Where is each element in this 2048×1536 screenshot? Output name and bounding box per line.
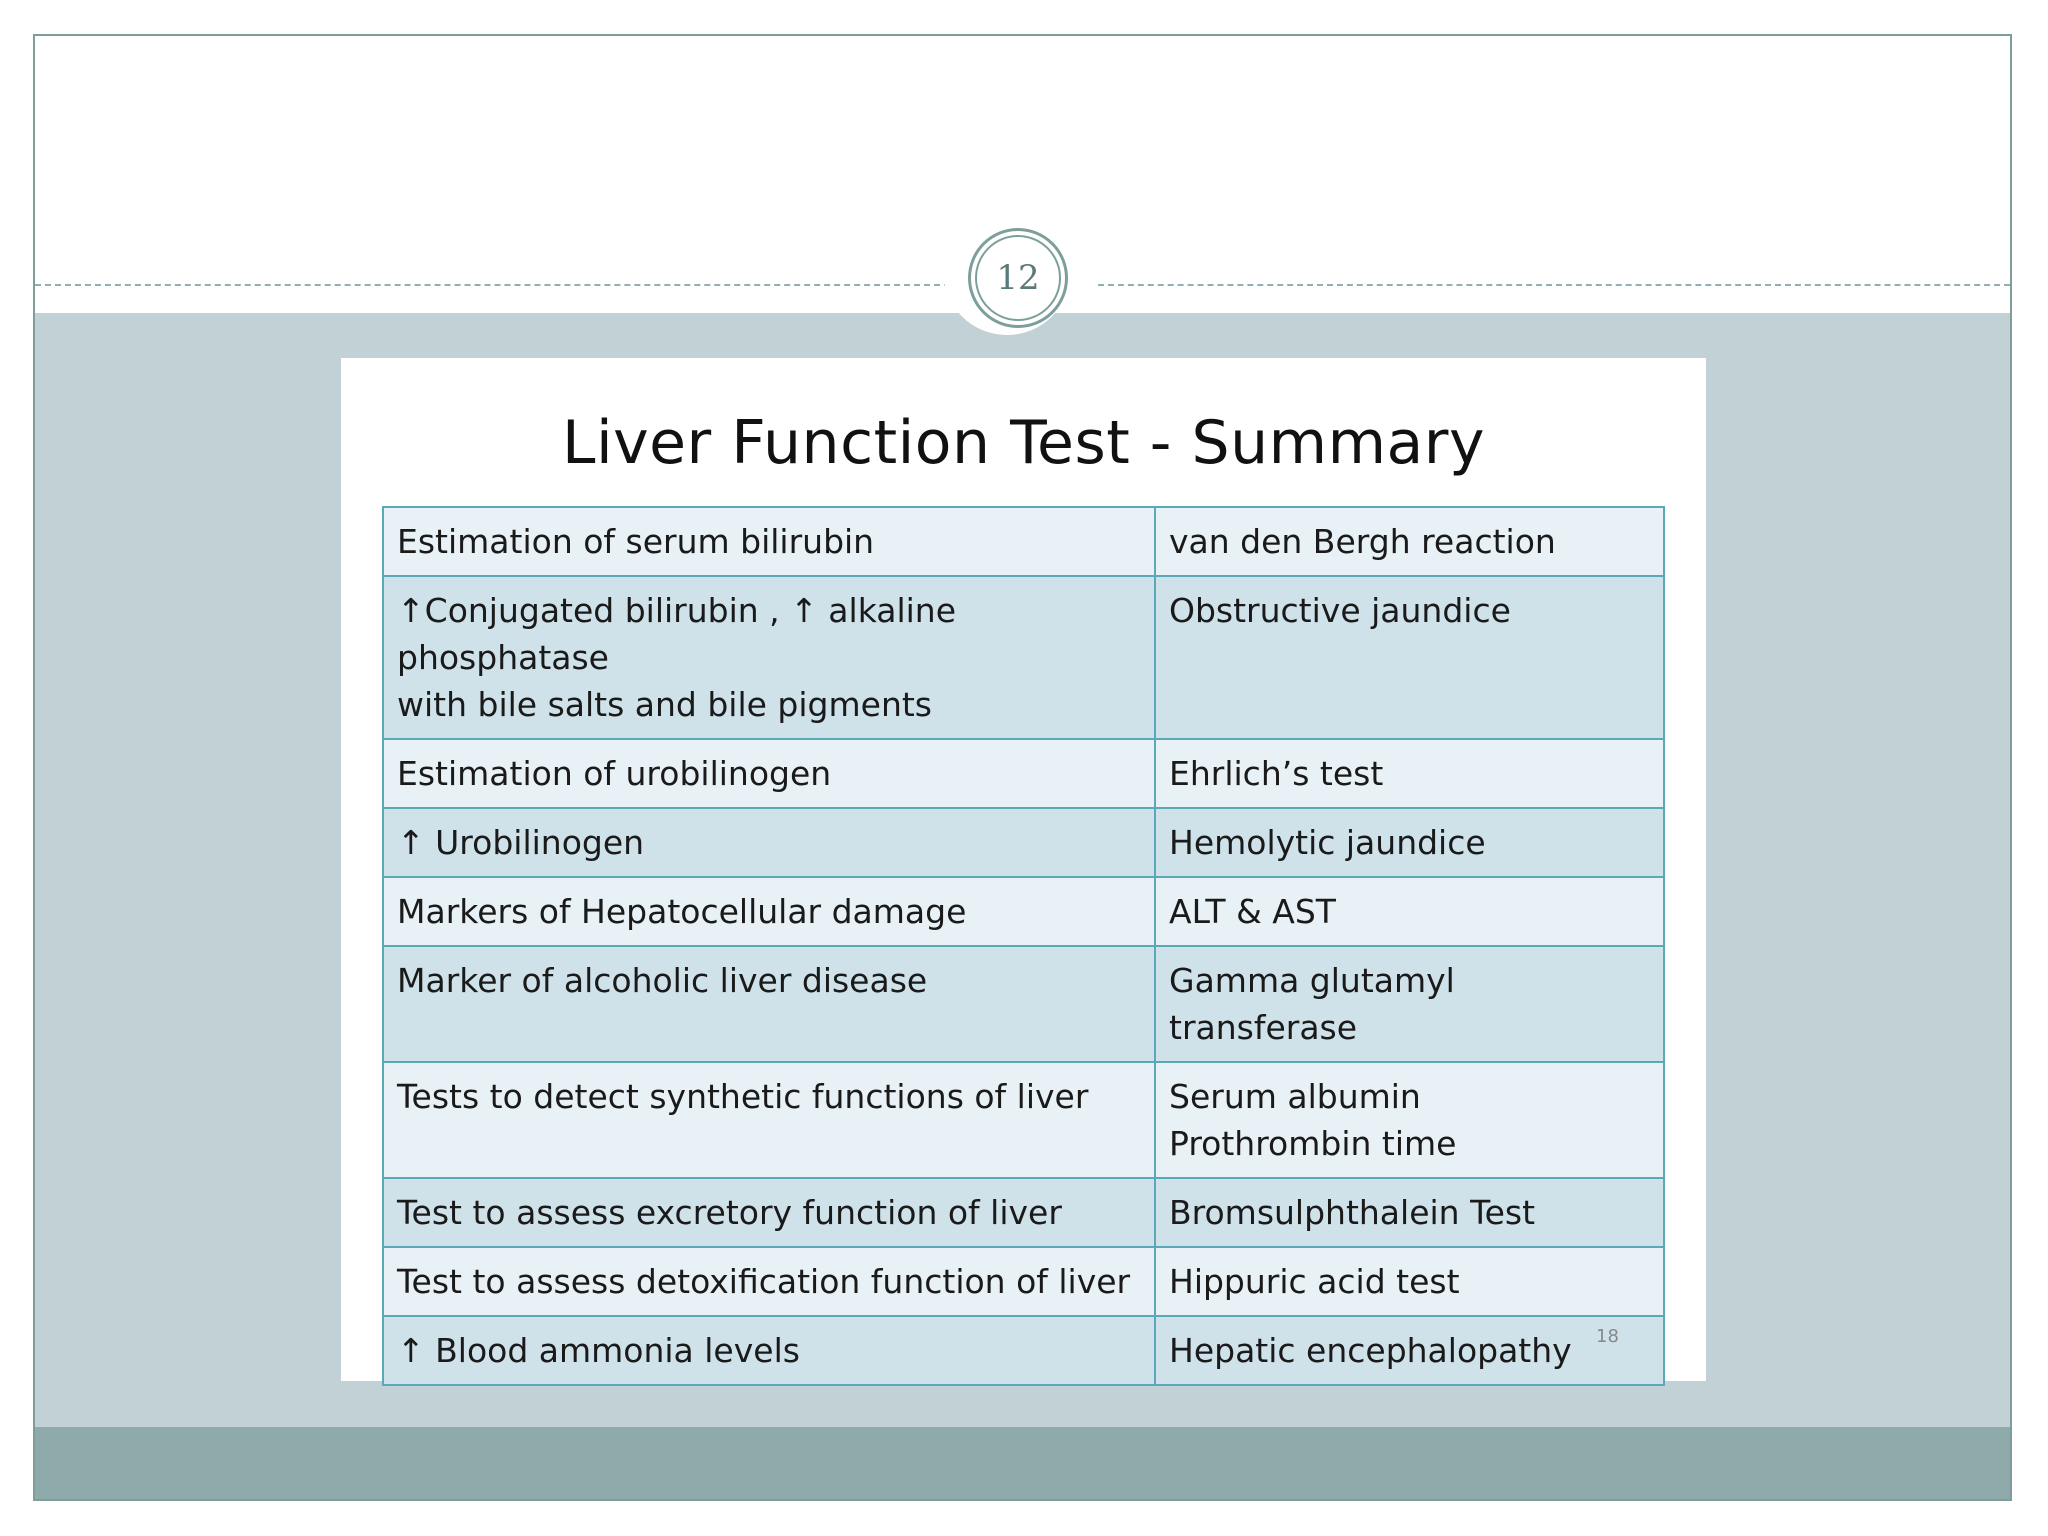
table-cell-test: Estimation of serum bilirubin [383,507,1155,576]
header-divider-left [35,284,960,286]
table-row [383,1178,1664,1247]
table-cell-result: Gamma glutamyl transferase [1155,946,1664,1062]
table-cell-test: Test to assess detoxification function of liver [383,1247,1155,1316]
table-cell-result: Hemolytic jaundice [1155,808,1664,877]
footer-band [35,1427,2010,1499]
lft-summary-table [382,506,1665,1386]
table-cell-result: Ehrlich’s test [1155,739,1664,808]
table-row [383,946,1664,1062]
table-cell-test: Estimation of urobilinogen [383,739,1155,808]
table-row [383,1316,1664,1385]
table-cell-test: ↑Conjugated bilirubin , ↑ alkaline phosphatase with bile salts and bile pigments [383,576,1155,739]
table-row [383,576,1664,739]
table-row [383,877,1664,946]
table-cell-result: Hippuric acid test [1155,1247,1664,1316]
table-row [383,808,1664,877]
inner-slide-title: Liver Function Test - Summary [562,408,1485,478]
table-cell-result: Obstructive jaundice [1155,576,1664,739]
header-divider-right [1098,284,2010,286]
table-cell-result: Serum albumin Prothrombin time [1155,1062,1664,1178]
table-cell-result: Hepatic encephalopathy [1155,1316,1664,1385]
table-cell-test: ↑ Urobilinogen [383,808,1155,877]
table-cell-test: ↑ Blood ammonia levels [383,1316,1155,1385]
table-cell-test: Tests to detect synthetic functions of liver [383,1062,1155,1178]
table-row [383,507,1664,576]
table-cell-result: van den Bergh reaction [1155,507,1664,576]
table-cell-test: Test to assess excretory function of liver [383,1178,1155,1247]
slide-number: 12 [996,258,1040,298]
table-cell-result: Bromsulphthalein Test [1155,1178,1664,1247]
table-cell-test: Markers of Hepatocellular damage [383,877,1155,946]
table-row [383,1247,1664,1316]
table-cell-result: ALT & AST [1155,877,1664,946]
table-cell-test: Marker of alcoholic liver disease [383,946,1155,1062]
table-row [383,1062,1664,1178]
inner-page-number: 18 [1596,1326,1619,1347]
table-row [383,739,1664,808]
embedded-slide-image [341,358,1706,1381]
